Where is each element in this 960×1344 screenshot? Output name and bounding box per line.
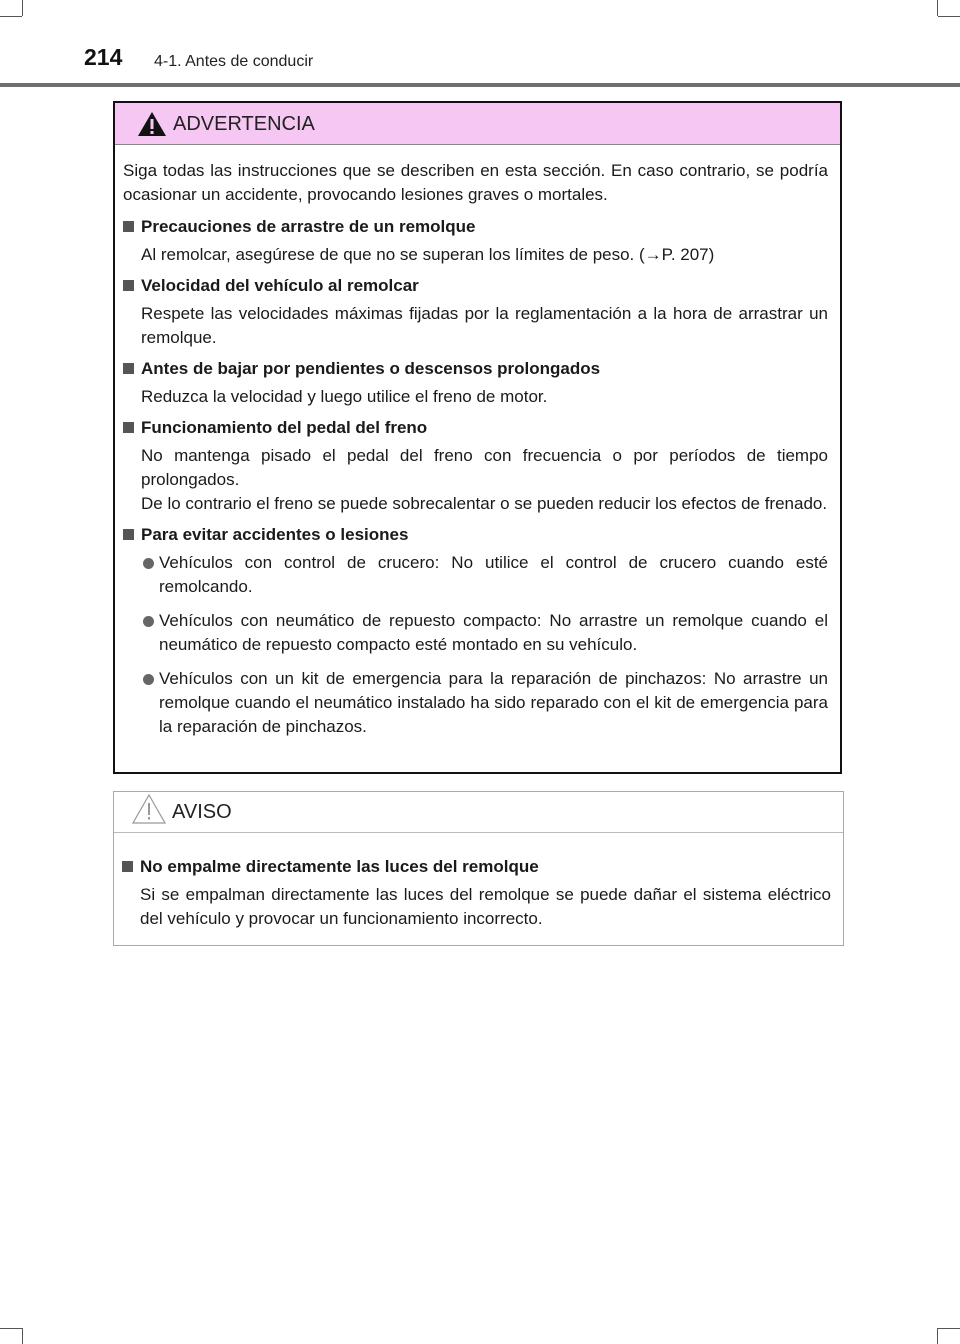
header-rule (0, 83, 960, 87)
item-heading (123, 274, 828, 298)
section-title: 4-1. Antes de conducir (154, 53, 314, 70)
square-bullet-icon (122, 861, 133, 872)
bullet-item (123, 551, 828, 599)
item-body-line: De lo contrario el freno se puede sobrecalentar o se pueden reducir los efectos de frenado. (141, 494, 828, 513)
dot-bullet-icon (143, 558, 154, 569)
crop-mark (938, 1328, 960, 1329)
item-body (141, 444, 828, 516)
warning-box (113, 101, 842, 774)
item-heading (123, 523, 828, 547)
crop-mark (0, 1328, 22, 1329)
bullet-text: Vehículos con control de crucero: No utilice el control de crucero cuando esté remolcando. (159, 553, 828, 596)
item-heading-text: Para evitar accidentes o lesiones (141, 525, 409, 544)
item-heading-text: Precauciones de arrastre de un remolque (141, 217, 476, 236)
crop-mark (937, 1328, 938, 1344)
square-bullet-icon (123, 529, 134, 540)
warning-intro: Siga todas las instrucciones que se describen en esta sección. En caso contrario, se podría ocasionar un accidente, provocando lesiones graves o mortales. (123, 161, 828, 204)
square-bullet-icon (123, 422, 134, 433)
item-heading (123, 357, 828, 381)
item-body: Reduzca la velocidad y luego utilice el freno de motor. (141, 387, 548, 406)
item-heading-text: Antes de bajar por pendientes o descensos prolongados (141, 359, 601, 378)
notice-header (114, 792, 843, 833)
notice-title: AVISO (172, 801, 232, 823)
notice-body (114, 833, 843, 931)
item-body-line: No mantenga pisado el pedal del freno con frecuencia o por períodos de tiempo prolongados. (141, 446, 828, 489)
page-number: 214 (84, 44, 123, 70)
warning-title: ADVERTENCIA (173, 113, 315, 135)
caution-icon (132, 794, 166, 824)
item-heading-text: Funcionamiento del pedal del freno (141, 418, 428, 437)
warning-header (115, 103, 840, 145)
item-heading (123, 416, 828, 440)
warning-icon (137, 111, 167, 137)
dot-bullet-icon (143, 616, 154, 627)
crop-mark (22, 1328, 23, 1344)
item-heading-text: No empalme directamente las luces del remolque (140, 857, 539, 876)
warning-body (115, 145, 840, 739)
notice-box (113, 791, 844, 946)
item-body: Al remolcar, asegúrese de que no se superan los límites de peso. (→P. 207) (141, 245, 715, 264)
square-bullet-icon (123, 363, 134, 374)
bullet-item (123, 609, 828, 657)
item-heading-text: Velocidad del vehículo al remolcar (141, 276, 419, 295)
page-header (0, 0, 960, 90)
item-heading (122, 855, 831, 879)
dot-bullet-icon (143, 674, 154, 685)
square-bullet-icon (123, 221, 134, 232)
item-body: Respete las velocidades máximas fijadas por la reglamentación a la hora de arrastrar un remolque. (141, 304, 828, 347)
item-body: Si se empalman directamente las luces del remolque se puede dañar el sistema eléctrico del vehículo y provocar un funcionamiento incorrecto. (140, 885, 831, 928)
square-bullet-icon (123, 280, 134, 291)
bullet-text: Vehículos con un kit de emergencia para la reparación de pinchazos: No arrastre un remolque cuando el neumático instalado ha sido reparado con el kit de emergencia para la reparación de pinchazos. (159, 669, 828, 736)
bullet-item (123, 667, 828, 739)
item-heading (123, 215, 828, 239)
bullet-text: Vehículos con neumático de repuesto compacto: No arrastre un remolque cuando el neumático de repuesto compacto esté montado en su vehículo. (159, 611, 828, 654)
